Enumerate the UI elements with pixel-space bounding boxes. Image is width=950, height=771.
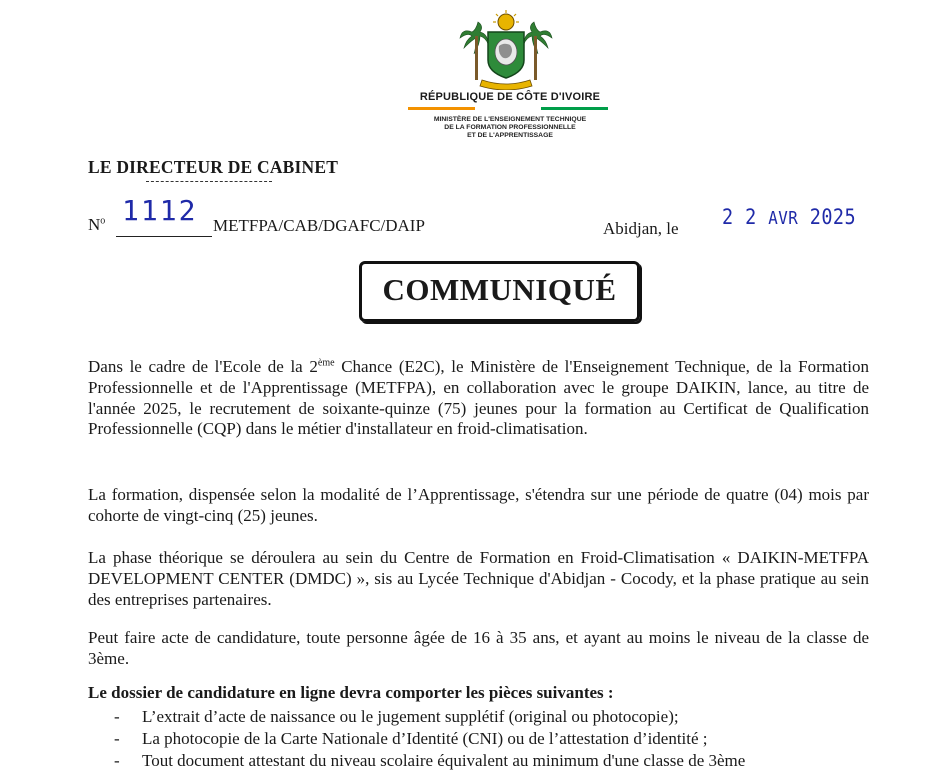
ministry-name — [395, 116, 625, 140]
list-item-text: La photocopie de la Carte Nationale d’Identité (CNI) ou de l’attestation d’identité ; — [142, 729, 708, 748]
date-day: 2 2 — [722, 205, 757, 229]
ministry-line: MINISTÈRE DE L'ENSEIGNEMENT TECHNIQUE — [433, 116, 587, 123]
paragraph-intro-a: Dans le cadre de l'Ecole de la 2 — [88, 357, 318, 376]
reference-code: METFPA/CAB/DGAFC/DAIP — [213, 216, 425, 235]
list-item — [114, 707, 679, 727]
reference-number: 1112 — [122, 194, 198, 227]
republic-name: RÉPUBLIQUE DE CÔTE D'IVOIRE — [419, 91, 601, 103]
date-stamp — [722, 205, 856, 229]
list-item — [114, 729, 708, 749]
paragraph-duration: La formation, dispensée selon la modalité de l’Apprentissage, s'étendra sur une période de quatre (04) mois par cohorte de vingt-cinq (25) jeunes. — [88, 485, 869, 525]
bullet-dash-icon: - — [114, 751, 120, 770]
coat-of-arms-icon — [458, 8, 554, 90]
date-year: 2025 — [809, 205, 857, 229]
paragraph-eligibility: Peut faire acte de candidature, toute personne âgée de 16 à 35 ans, et ayant au moins le niveau de la classe de 3ème. — [88, 628, 869, 668]
reference-label-sup: o — [100, 215, 106, 227]
reference-label — [88, 215, 105, 235]
paragraph-location: La phase théorique se déroulera au sein du Centre de Formation en Froid-Climatisation « DAIKIN-METFPA DEVELOPMENT CENTER (DMDC) », sis au Lycée Technique d'Abidjan - Cocody, et la phase pratique au sein des entreprises partenaires. — [88, 548, 869, 609]
flag-white-stripe — [475, 107, 542, 110]
paragraph-intro-b: Chance (E2C), le Ministère de l'Enseignement Technique, de la Formation Professionnelle et de l'Apprentissage (METFPA), en collaboration avec le groupe DAIKIN, lance, au titre de l'année 2025, le recrutement de soixante-quinze (75) jeunes pour la formation au Certificat de Qualification Professionnelle (CQP) dans le métier d'installateur en froid-climatisation. — [88, 357, 869, 439]
flag-color-bar — [408, 107, 608, 110]
flag-green-stripe — [541, 107, 608, 110]
reference-label-text: N — [88, 215, 101, 234]
list-item — [114, 751, 745, 771]
document-title: COMMUNIQUÉ — [382, 272, 617, 307]
reference-underline — [116, 236, 212, 237]
dossier-heading: Le dossier de candidature en ligne devra comporter les pièces suivantes : — [88, 683, 614, 702]
bullet-dash-icon: - — [114, 729, 120, 748]
list-item-text: Tout document attestant du niveau scolaire équivalent au minimum d'une classe de 3ème — [142, 751, 746, 770]
paragraph-intro — [88, 357, 869, 440]
sender-underline — [146, 181, 272, 182]
paragraph-intro-sup: ème — [317, 357, 335, 369]
bullet-dash-icon: - — [114, 707, 120, 726]
flag-orange-stripe — [408, 107, 475, 110]
list-item-text: L’extrait d’acte de naissance ou le jugement supplétif (original ou photocopie); — [142, 707, 679, 726]
date-place: Abidjan, le — [603, 219, 679, 238]
ministry-line: DE LA FORMATION PROFESSIONNELLE — [444, 124, 576, 131]
sender-title: LE DIRECTEUR DE CABINET — [88, 157, 339, 177]
date-month: AVR — [768, 208, 799, 229]
ministry-line: ET DE L'APPRENTISSAGE — [467, 132, 553, 139]
